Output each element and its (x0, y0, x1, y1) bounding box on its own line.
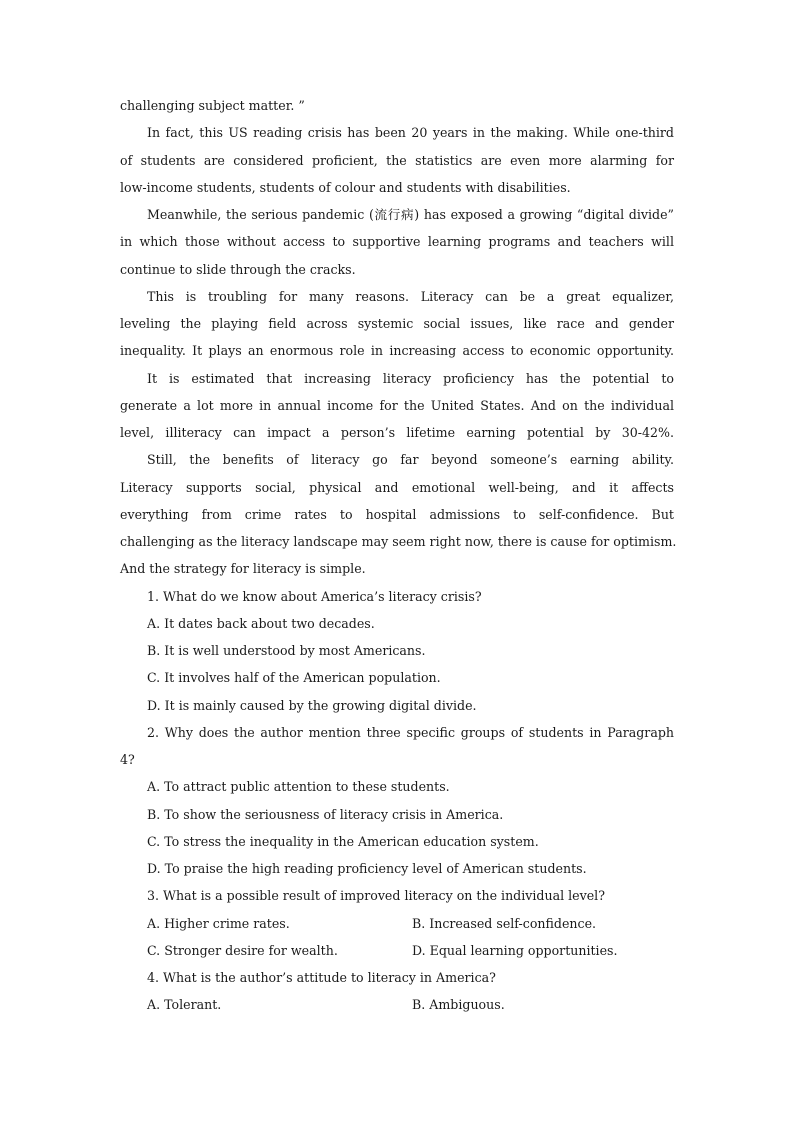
passage-line: level, illiteracy can impact a person’s lifetime earning potential by 30-42%. (120, 425, 674, 440)
question-1 (120, 583, 674, 719)
passage-line: inequality. It plays an enormous role in increasing access to economic opportunity. (120, 343, 674, 359)
answer-option: B. Increased self-confidence. (412, 915, 597, 931)
answer-option: C. To stress the inequality in the American education system. (147, 833, 539, 849)
passage-line: And the strategy for literacy is simple. (120, 561, 366, 577)
question-stem: 2. Why does the author mention three specific groups of students in Paragraph (147, 724, 674, 740)
question-stem: 3. What is a possible result of improved literacy on the individual level? (147, 888, 605, 904)
answer-option: C. It involves half of the American population. (147, 670, 441, 686)
question-4 (120, 964, 674, 1019)
passage-line: leveling the playing field across systemic social issues, like race and gender (120, 316, 674, 331)
passage (120, 92, 677, 583)
passage-line: challenging subject matter. ” (120, 98, 305, 113)
passage-line: Meanwhile, the serious pandemic (流行病) has exposed a growing “digital divide” (147, 207, 674, 222)
question-2 (120, 719, 674, 883)
question-3 (120, 882, 674, 964)
answer-option: D. To praise the high reading proficiency level of American students. (147, 861, 587, 876)
answer-option-row (120, 910, 674, 937)
question-stem: 1. What do we know about America’s literacy crisis? (147, 588, 482, 604)
answer-option: C. Stronger desire for wealth. (147, 942, 338, 958)
answer-option: D. Equal learning opportunities. (412, 942, 618, 958)
passage-line: This is troubling for many reasons. Literacy can be a great equalizer, (147, 288, 674, 304)
answer-option: D. It is mainly caused by the growing digital divide. (147, 697, 477, 713)
answer-option: A. To attract public attention to these students. (147, 779, 450, 795)
document-page (120, 92, 677, 1019)
answer-option: A. It dates back about two decades. (147, 615, 375, 631)
passage-line: generate a lot more in annual income for the United States. And on the individual (120, 397, 674, 413)
answer-option-row (120, 991, 674, 1018)
answer-option-row (120, 937, 674, 964)
answer-option: B. It is well understood by most Americans. (147, 643, 426, 658)
answer-option: B. Ambiguous. (412, 997, 505, 1013)
passage-line: of students are considered proficient, the statistics are even more alarming for (120, 152, 674, 168)
answer-option: A. Tolerant. (147, 997, 222, 1013)
answer-option: A. Higher crime rates. (147, 915, 290, 931)
passage-line: everything from crime rates to hospital admissions to self-confidence. But (120, 506, 674, 522)
passage-line: challenging as the literacy landscape may seem right now, there is cause for optimism. (120, 534, 677, 549)
passage-line: continue to slide through the cracks. (120, 261, 356, 277)
passage-line: In fact, this US reading crisis has been 20 years in the making. While one-third (147, 125, 674, 141)
question-stem-continued: 4? (120, 752, 135, 767)
passage-line: low-income students, students of colour and students with disabilities. (120, 179, 571, 195)
passage-line: Literacy supports social, physical and emotional well-being, and it affects (120, 479, 674, 495)
answer-option: B. To show the seriousness of literacy crisis in America. (147, 806, 504, 822)
passage-line: It is estimated that increasing literacy proficiency has the potential to (147, 370, 674, 386)
passage-line: Still, the benefits of literacy go far beyond someone’s earning ability. (147, 452, 674, 468)
passage-line: in which those without access to supportive learning programs and teachers will (120, 234, 674, 250)
question-stem: 4. What is the author’s attitude to literacy in America? (147, 970, 496, 985)
